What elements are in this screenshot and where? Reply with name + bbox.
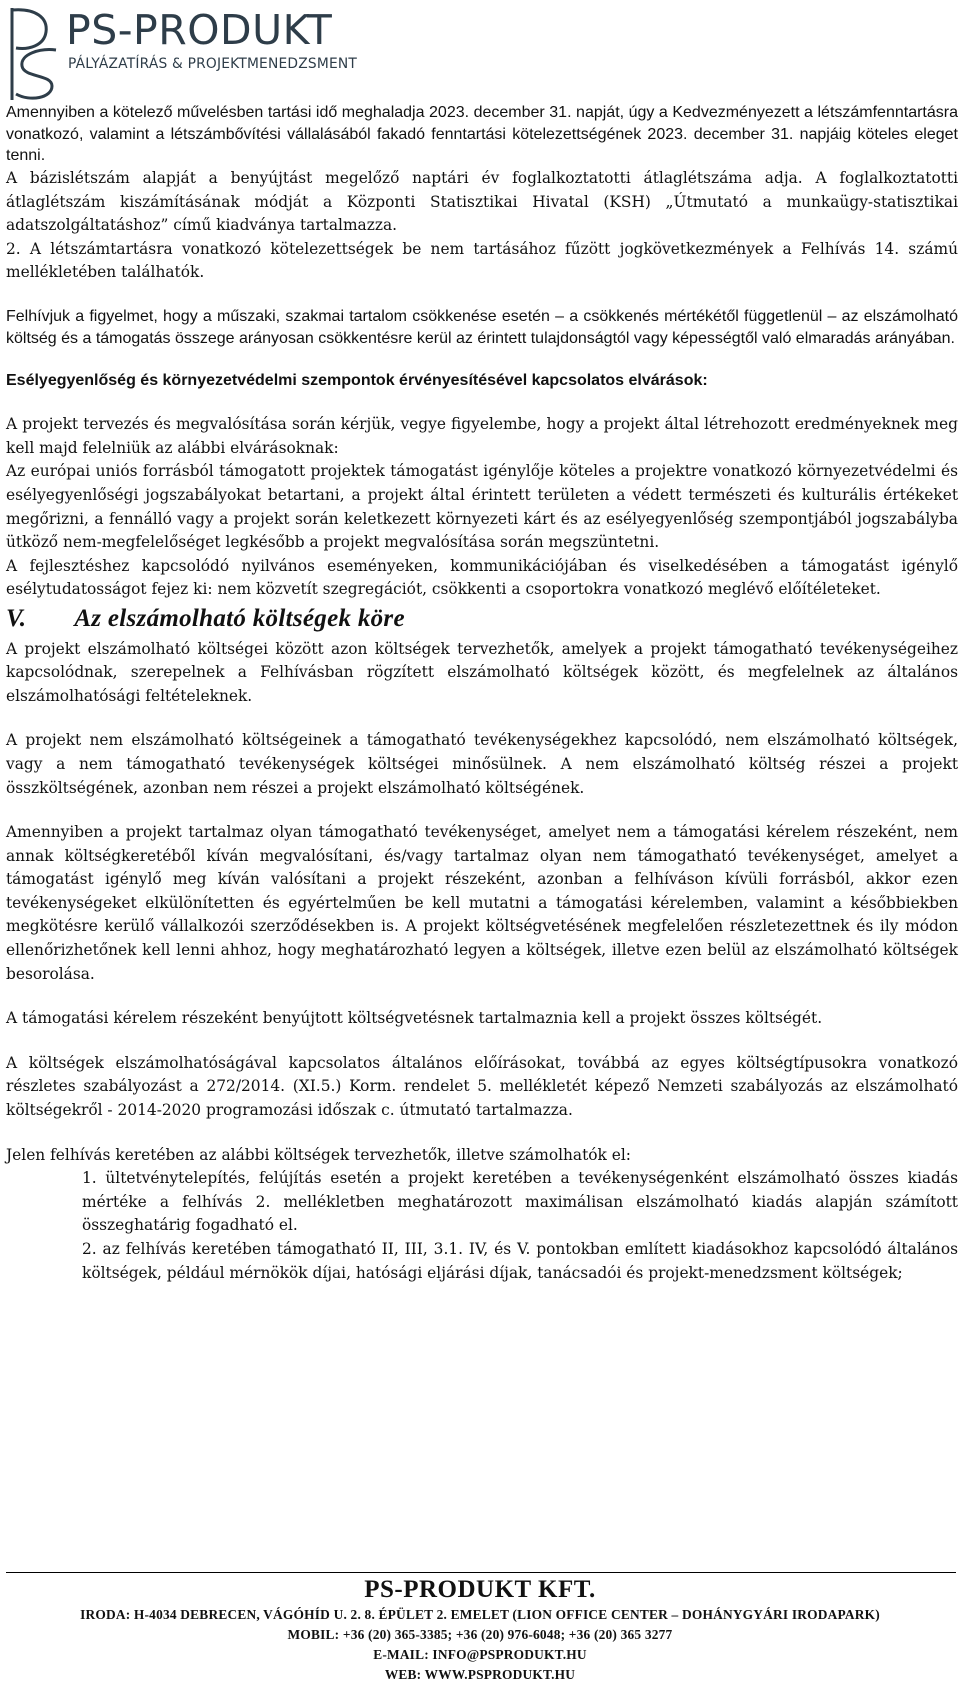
page-footer [0, 1575, 960, 1685]
section-subheading: Esélyegyenlőség és környezetvédelmi szempontok érvényesítésével kapcsolatos elvárások: [6, 372, 708, 390]
paragraph-14: Jelen felhívás keretében az alábbi költségek tervezhetők, illetve számolhatók el: [6, 1145, 631, 1164]
list-item: 1. ültetvénytelepítés, felújítás esetén a projekt keretében a tevékenységenként elszámolható összes kiadás mértéke a felhívás 2. mellékletben meghatározott maximálisan elszámolható kiadás alapján számított összeghatárig fogadható el. [82, 1169, 958, 1235]
paragraph-7: Az európai uniós forrásból támogatott projektek támogatást igénylője köteles a projektre vonatkozó környezetvédelmi és esélyegyenlőségi jogszabályokat betartani, a projekt által érintett területen a védett természeti és kulturális értékeket megőrizni, a fennálló vagy a projekt során keletkezett környezeti kárt és az esélyegyenlőség szempontjából jogszabályba ütköző nem-megfelelőséget legkésőbb a projekt megvalósítása során megszüntetni. [6, 462, 958, 552]
paragraph-2: A bázislétszám alapját a benyújtást megelőző naptári év foglalkoztatotti átlaglétszáma adja. A foglalkoztatotti átlaglétszám kiszámításának módját a Központi Statisztikai Hivatal (KSH) „Útmutató a munkaügy-statisztikai adatszolgáltatáshoz” című kiadványa tartalmazza. [6, 169, 958, 235]
footer-divider [6, 1572, 956, 1573]
chapter-heading [6, 604, 958, 632]
footer-email: E-MAIL: INFO@PSPRODUKT.HU [373, 1647, 587, 1662]
footer-address: IRODA: H-4034 DEBRECEN, VÁGÓHÍD U. 2. 8. ÉPÜLET 2. EMELET (LION OFFICE CENTER – DOHÁNYGYÁRI IRODAPARK) [80, 1607, 880, 1622]
chapter-title: Az elszámolható költségek köre [74, 604, 405, 632]
paragraph-1: Amennyiben a kötelező művelésben tartási idő meghaladja 2023. december 31. napját, úgy a Kedvezményezett a létszámfenntartásra vonatkozó, valamint a létszámbővítési vállalásából fakadó fenntartási kötelezettségének 2023. december 31. napjáig köteles eleget tenni. [6, 104, 958, 165]
paragraph-8: A fejlesztéshez kapcsolódó nyilvános eseményeken, kommunikációjában és viselkedésében a támogatást igénylő esélytudatosságot fejez ki: nem közvetít szegregációt, csökkenti a csoportokra vonatkozó meglévő előítéleteket. [6, 556, 958, 599]
paragraph-10: A projekt nem elszámolható költségeinek a támogatható tevékenységekhez kapcsolódó, nem elszámolható költségek, vagy a nem támogatható tevékenységek költségei minősülnek. A nem elszámolható költség részei a projekt összköltségének, azonban nem részei a projekt elszámolható költségének. [6, 731, 958, 797]
list-item: 2. az felhívás keretében támogatható II, III, 3.1. IV, és V. pontokban említett kiadásokhoz kapcsolódó általános költségek, például mérnökök díjai, hatósági eljárási díjak, tanácsadói és projekt-menedzsment költségek; [82, 1240, 958, 1282]
paragraph-11: Amennyiben a projekt tartalmaz olyan támogatható tevékenységet, amelyet nem a támogatási kérelem részeként, nem annak költségkeretéből kíván megvalósítani, és/vagy tartalmaz olyan nem támogatható tevékenységet, amelyet a támogatást igénylő meg kíván valósítani a projekt részeként, azonban a felhíváson kívüli forrásból, akkor ezen tevékenységeket elkülönítetten és egyértelműen be kell mutatni a támogatási kérelemben, valamint a későbbiekben megkötésre kerülő vállalkozói szerződésekben is. A projekt költségvetésének megfelelően részletezettnek és ily módon ellenőrizhetőnek kell lenni ahhoz, hogy meghatározható legyen a költségek, illetve ezen belül az elszámolható költségek besorolása. [6, 823, 958, 983]
ps-monogram-icon [6, 4, 62, 104]
chapter-number: V. [6, 604, 27, 632]
footer-web: WEB: WWW.PSPRODUKT.HU [384, 1667, 576, 1682]
paragraph-13: A költségek elszámolhatóságával kapcsolatos általános előírásokat, továbbá az egyes költségtípusokra vonatkozó részletes szabályozást a 272/2014. (XI.5.) Korm. rendelet 5. mellékletét képező Nemzeti szabályozás az elszámolható költségekről - 2014-2020 programozási időszak c. útmutató tartalmazza. [6, 1053, 958, 1120]
paragraph-9: A projekt elszámolható költségei között azon költségek tervezhetők, amelyek a projekt támogatható tevékenységeihez kapcsolódnak, szerepelnek a Felhívásban rögzített elszámolható költségek között, és megfelelnek az általános elszámolhatósági feltételeknek. [6, 639, 958, 705]
logo-tagline: PÁLYÁZATÍRÁS & PROJEKTMENEDZSMENT [68, 56, 358, 72]
footer-mobile: MOBIL: +36 (20) 365-3385; +36 (20) 976-6048; +36 (20) 365 3277 [287, 1627, 673, 1642]
paragraph-12: A támogatási kérelem részeként benyújtott költségvetésnek tartalmaznia kell a projekt összes költségét. [6, 1009, 823, 1028]
cost-list [6, 1167, 958, 1285]
serif-block [6, 167, 958, 285]
paragraph-4: Felhívjuk a figyelmet, hogy a műszaki, szakmai tartalom csökkenése esetén – a csökkenés mértékétől függetlenül – az elszámolható költség és a támogatás összege arányosan csökkentésre kerül az érintett tulajdonságtól vagy képességtől való elmaradás arányában. [6, 308, 958, 347]
paragraph-3: 2. A létszámtartásra vonatkozó kötelezettségek be nem tartásához fűzött jogkövetkezmények a Felhívás 14. számú mellékletében találhatók. [6, 239, 958, 282]
serif-block-2 [6, 413, 958, 1285]
footer-company: PS-PRODUKT KFT. [364, 1576, 596, 1603]
paragraph-6: A projekt tervezés és megvalósítása során kérjük, vegye figyelembe, hogy a projekt által létrehozott eredményeknek meg kell majd felelniük az alábbi elvárásoknak: [6, 415, 958, 457]
company-logo [6, 4, 358, 104]
logo-name: PS-PRODUKT [66, 6, 333, 54]
document-body [6, 102, 958, 1285]
